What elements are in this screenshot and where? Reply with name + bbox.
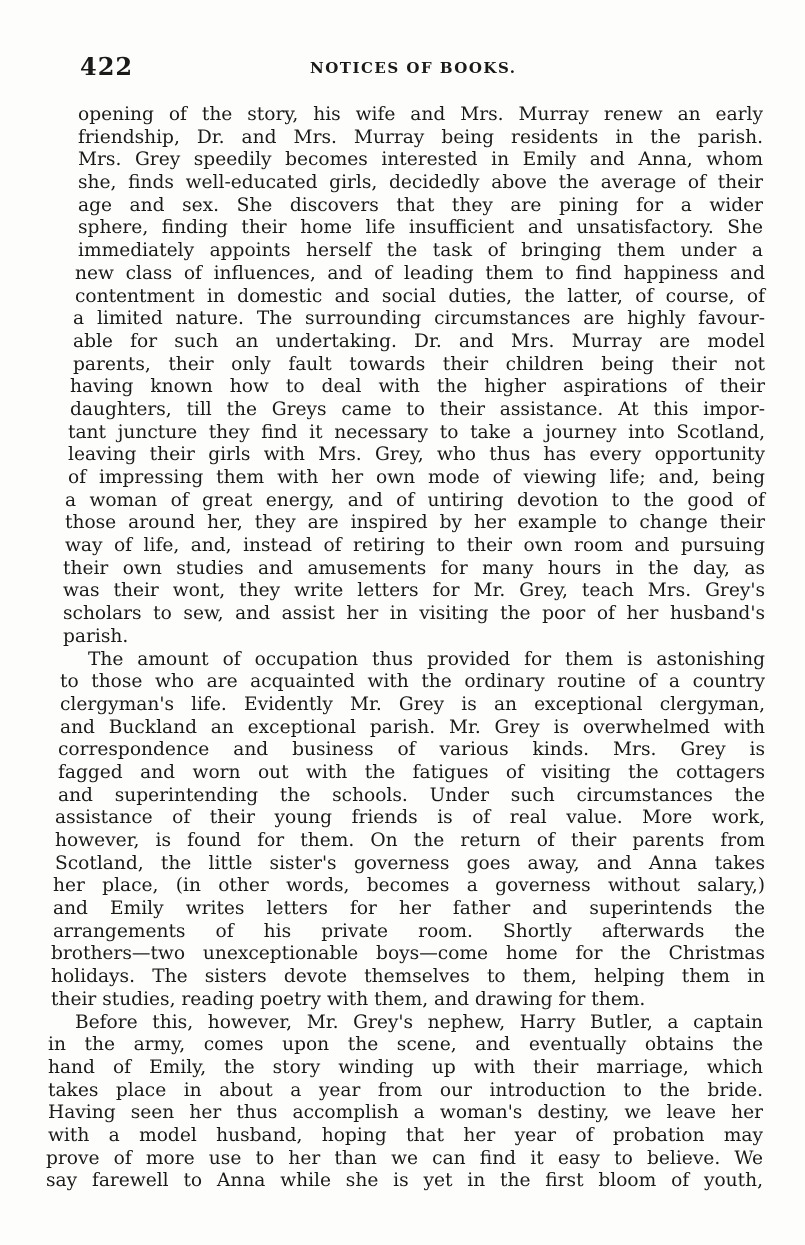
text-line: new class of influences, and of leading them to find happiness and	[75, 262, 765, 284]
text-line: her place, (in other words, becomes a governess without salary,)	[53, 875, 765, 897]
text-line: prove of more use to her than we can find it easy to believe. We	[46, 1147, 763, 1169]
text-line: clergyman's life. Evidently Mr. Grey is an exceptional clergyman,	[60, 693, 765, 715]
text-line: age and sex. She discovers that they are pining for a wider	[78, 194, 763, 216]
text-line: parish.	[63, 625, 129, 647]
text-line: brothers—two unexceptionable boys—come home for the Christmas	[51, 943, 765, 965]
text-line: tant juncture they find it necessary to take a journey into Scotland,	[68, 421, 765, 443]
text-line: however, is found for them. On the return of their parents from	[55, 830, 765, 851]
text-line: way of life, and, instead of retiring to their own room and pursuing	[65, 535, 765, 557]
text-line: and Buckland an exceptional parish. Mr. Grey is overwhelmed with	[60, 716, 765, 738]
text-line: opening of the story, his wife and Mrs. Murray renew an early	[78, 104, 763, 125]
text-line: correspondence and business of various kinds. Mrs. Grey is	[58, 739, 765, 761]
text-line: a limited nature. The surrounding circumstances are highly favour-	[73, 308, 765, 330]
page-header	[80, 52, 770, 86]
text-line: assistance of their young friends is of real value. More work,	[55, 807, 765, 829]
text-line: say farewell to Anna while she is yet in the first bloom of youth,	[46, 1170, 763, 1192]
text-line: parents, their only fault towards their children being their not	[73, 353, 765, 375]
text-line: The amount of occupation thus provided for them is astonishing	[88, 648, 765, 670]
text-line: in the army, comes upon the scene, and eventually obtains the	[48, 1034, 763, 1056]
text-line: holidays. The sisters devote themselves to them, helping them in	[51, 966, 765, 988]
text-line: Having seen her thus accomplish a woman's destiny, we leave her	[48, 1102, 763, 1124]
text-line: fagged and worn out with the fatigues of visiting the cottagers	[58, 761, 765, 783]
text-line: and superintending the schools. Under such circumstances the	[58, 784, 765, 806]
text-line: scholars to sew, and assist her in visiting the poor of her husband's	[63, 603, 765, 625]
text-line: arrangements of his private room. Shortly afterwards the	[53, 920, 765, 942]
text-line: of impressing them with her own mode of viewing life; and, being	[68, 467, 765, 488]
text-line: Scotland, the little sister's governess goes away, and Anna takes	[55, 852, 765, 874]
text-line: sphere, finding their home life insufficient and unsatisfactory. She	[78, 217, 763, 239]
text-line: Mrs. Grey speedily becomes interested in Emily and Anna, whom	[78, 149, 763, 171]
text-line: contentment in domestic and social duties, the latter, of course, of	[75, 285, 765, 307]
text-line: those around her, they are inspired by her example to change their	[65, 512, 765, 534]
text-line: takes place in about a year from our introduction to the bride.	[48, 1079, 763, 1101]
text-line: a woman of great energy, and of untiring devotion to the good of	[65, 489, 765, 511]
text-line: and Emily writes letters for her father and superintends the	[53, 898, 765, 920]
text-line: with a model husband, hoping that her year of probation may	[48, 1124, 763, 1146]
text-line: able for such an undertaking. Dr. and Mrs. Murray are model	[73, 330, 765, 352]
text-line: to those who are acquainted with the ordinary routine of a country	[60, 671, 765, 693]
running-head: NOTICES OF BOOKS.	[310, 59, 517, 77]
text-line: hand of Emily, the story winding up with their marriage, which	[48, 1056, 763, 1078]
text-line: she, finds well-educated girls, decidedly above the average of their	[78, 172, 763, 194]
body-text	[48, 104, 768, 1193]
text-line: Before this, however, Mr. Grey's nephew, Harry Butler, a captain	[75, 1011, 763, 1033]
text-line: their own studies and amusements for many hours in the day, as	[63, 557, 765, 579]
text-line: daughters, till the Greys came to their assistance. At this impor-	[70, 398, 765, 420]
page-number: 422	[80, 52, 134, 81]
text-line: their studies, reading poetry with them, and drawing for them.	[51, 988, 646, 1010]
text-line: was their wont, they write letters for Mr. Grey, teach Mrs. Grey's	[63, 580, 765, 602]
text-line: immediately appoints herself the task of bringing them under a	[78, 240, 763, 262]
text-line: leaving their girls with Mrs. Grey, who thus has every opportunity	[68, 444, 765, 466]
text-line: having known how to deal with the higher aspirations of their	[70, 376, 765, 398]
text-line: friendship, Dr. and Mrs. Murray being residents in the parish.	[78, 126, 763, 148]
